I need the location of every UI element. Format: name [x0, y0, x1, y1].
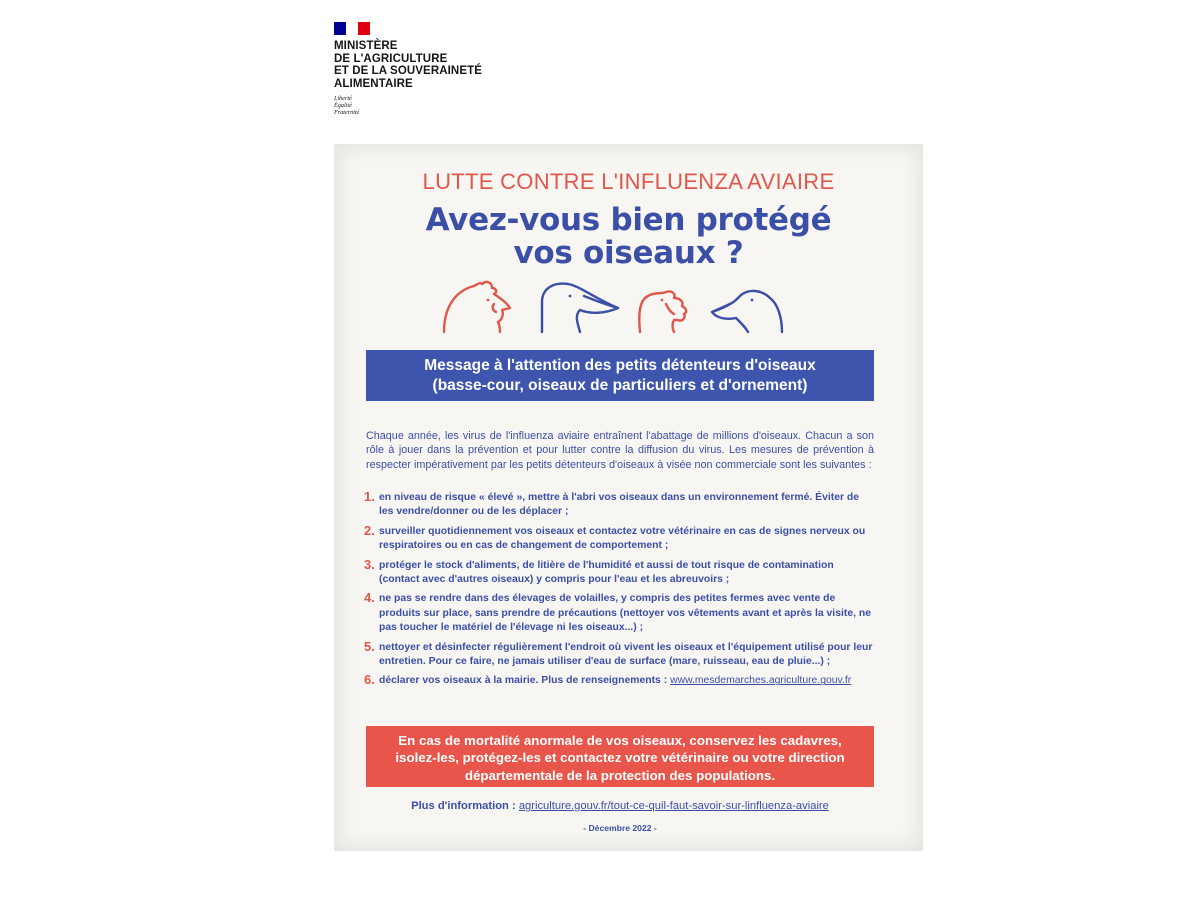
- list-item: 1. en niveau de risque « élevé », mettre à l'abri vos oiseaux dans un environnement fermé. Éviter de les vendre/donner ou de les déplacer ;: [364, 489, 860, 518]
- turkey-icon: [639, 291, 686, 332]
- intro-paragraph: Chaque année, les virus de l'influenza aviaire entraînent l'abattage de millions d'oiseaux. Chacun a son rôle à jouer dans la prévention et pour lutter contre la diffusion du virus. Les mesures de prévention à respecter impérativement par les petits détenteurs d'oiseaux à visée non commerciale sont les suivantes :: [366, 430, 874, 471]
- hen-icon: [444, 282, 510, 332]
- duck-icon: [712, 291, 782, 332]
- ministry-logo: [334, 22, 482, 116]
- more-info: Plus d'information : agriculture.gouv.fr/tout-ce-quil-faut-savoir-sur-linfluenza-aviaire: [411, 800, 829, 812]
- french-flag-icon: [334, 22, 370, 35]
- poster-headline: Avez-vous bien protégé vos oiseaux ?: [425, 202, 832, 271]
- audience-banner: Message à l'attention des petits détenteurs d'oiseaux (basse-cour, oiseaux de particuliers et d'ornement): [366, 350, 874, 401]
- list-item: 3. protéger le stock d'aliments, de litière de l'humidité et aussi de tout risque de contamination (contact avec d'autres oiseaux) y compris pour l'eau et les abreuvoirs ;: [364, 556, 834, 586]
- mortality-alert-box: En cas de mortalité anormale de vos oiseaux, conservez les cadavres, isolez-les, protégez-les et contactez votre vétérinaire ou votre direction départementale de la protection des populations.: [366, 726, 874, 787]
- ministry-name: MINISTÈRE DE L'AGRICULTURE ET DE LA SOUVERAINETÉ ALIMENTAIRE: [334, 40, 482, 90]
- list-item: 5. nettoyer et désinfecter régulièrement l'endroit où vivent les oiseaux et l'équipement utilisé pour leur entretien. Pour ce faire, ne jamais utiliser d'eau de surface (mare, ruisseau, eau de pluie...) ;: [364, 638, 873, 668]
- poster-kicker: LUTTE CONTRE L'INFLUENZA AVIAIRE: [422, 169, 835, 194]
- list-item: 4. ne pas se rendre dans des élevages de volailles, y compris des petites fermes avec vente de produits sur place, sans prendre de précautions (nettoyer vos vêtements avant et après la visite, ne pas toucher le matériel de l'élevage ni les oiseaux...) ;: [364, 590, 871, 634]
- mesdemarches-link[interactable]: www.mesdemarches.agriculture.gouv.fr: [670, 675, 852, 687]
- list-item: 2. surveiller quotidiennement vos oiseaux et contactez votre vétérinaire en cas de signes nerveux ou respiratoires ou en cas de changement de comportement ;: [364, 522, 866, 552]
- goose-icon: [542, 284, 618, 332]
- list-item: 6. déclarer vos oiseaux à la mairie. Plus de renseignements : www.mesdemarches.agriculture.gouv.fr: [364, 672, 852, 688]
- republic-motto: Liberté Égalité Fraternité: [334, 95, 360, 117]
- avian-flu-poster: [334, 144, 923, 851]
- birds-illustration: [434, 274, 834, 334]
- prevention-measures-list: [364, 491, 876, 694]
- poster-date: - Décembre 2022 -: [583, 823, 657, 833]
- more-info-link[interactable]: agriculture.gouv.fr/tout-ce-quil-faut-savoir-sur-linfluenza-aviaire: [518, 800, 829, 812]
